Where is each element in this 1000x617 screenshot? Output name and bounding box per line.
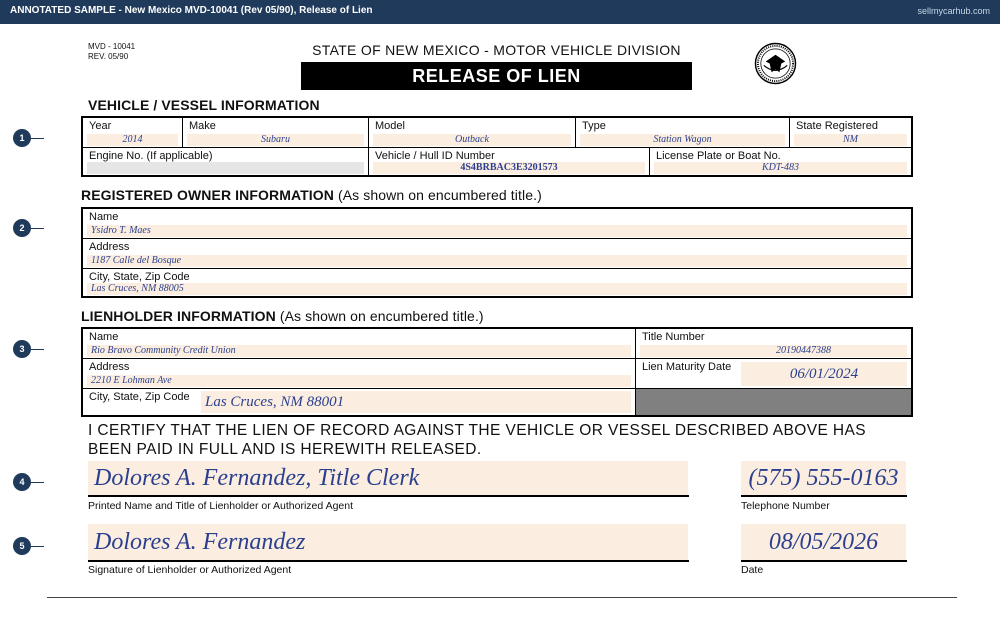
owner-city-cell bbox=[83, 269, 911, 296]
lien-name-label: Name bbox=[89, 331, 119, 343]
date-line bbox=[741, 560, 907, 562]
printed-name-caption: Printed Name and Title of Lienholder or Authorized Agent bbox=[88, 500, 354, 512]
marker-line bbox=[31, 546, 44, 547]
owner-address-label: Address bbox=[89, 241, 130, 253]
signature-field[interactable]: Dolores A. Fernandez bbox=[88, 524, 688, 560]
marker-3: 3 bbox=[13, 340, 31, 358]
type-label: Type bbox=[582, 120, 606, 132]
form-revision: REV. 05/90 bbox=[88, 52, 129, 61]
lien-address-field[interactable]: 2210 E Lohman Ave bbox=[87, 375, 631, 387]
owner-name-field[interactable]: Ysidro T. Maes bbox=[87, 225, 907, 237]
marker-4: 4 bbox=[13, 473, 31, 491]
lien-address-label: Address bbox=[89, 361, 130, 373]
year-field[interactable]: 2014 bbox=[87, 134, 178, 146]
lienholder-heading-note: (As shown on encumbered title.) bbox=[279, 308, 484, 324]
lien-address-cell bbox=[83, 359, 636, 389]
signature-caption: Signature of Lienholder or Authorized Agent bbox=[88, 564, 292, 576]
bottom-rule bbox=[47, 597, 957, 598]
vin-cell bbox=[369, 148, 650, 175]
make-cell bbox=[183, 118, 369, 148]
phone-line bbox=[741, 495, 907, 497]
form-number: MVD - 10041 bbox=[88, 42, 136, 51]
vehicle-heading: VEHICLE / VESSEL INFORMATION bbox=[88, 97, 320, 113]
phone-field[interactable]: (575) 555-0163 bbox=[741, 461, 906, 495]
marker-2: 2 bbox=[13, 219, 31, 237]
lien-name-field[interactable]: Rio Bravo Community Credit Union bbox=[87, 345, 631, 357]
model-label: Model bbox=[375, 120, 405, 132]
engine-field[interactable] bbox=[87, 162, 364, 174]
owner-city-label: City, State, Zip Code bbox=[89, 271, 190, 283]
phone-caption: Telephone Number bbox=[741, 500, 830, 512]
owner-name-label: Name bbox=[89, 211, 119, 223]
sample-title: ANNOTATED SAMPLE - New Mexico MVD-10041 (Rev 05/90), Release of Lien bbox=[10, 5, 373, 16]
plate-field[interactable]: KDT-483 bbox=[654, 162, 907, 174]
plate-cell bbox=[650, 148, 911, 175]
make-field[interactable]: Subaru bbox=[187, 134, 364, 146]
printed-name-line bbox=[88, 495, 689, 497]
owner-heading-note: (As shown on encumbered title.) bbox=[337, 187, 542, 203]
state-cell bbox=[790, 118, 911, 148]
state-field[interactable]: NM bbox=[794, 134, 907, 146]
maturity-field[interactable]: 06/01/2024 bbox=[741, 362, 907, 386]
make-label: Make bbox=[189, 120, 216, 132]
plate-label: License Plate or Boat No. bbox=[656, 150, 781, 162]
vin-label: Vehicle / Hull ID Number bbox=[375, 150, 495, 162]
state-title: STATE OF NEW MEXICO - MOTOR VEHICLE DIVISION bbox=[312, 42, 681, 58]
engine-label: Engine No. (If applicable) bbox=[89, 150, 213, 162]
year-label: Year bbox=[89, 120, 112, 132]
owner-address-cell bbox=[83, 239, 911, 269]
owner-heading-title: REGISTERED OWNER INFORMATION bbox=[81, 187, 334, 203]
marker-5: 5 bbox=[13, 537, 31, 555]
top-bar bbox=[0, 0, 1000, 24]
engine-cell bbox=[83, 148, 369, 175]
site-link[interactable]: sellmycarhub.com bbox=[917, 6, 990, 16]
printed-name-field[interactable]: Dolores A. Fernandez, Title Clerk bbox=[88, 461, 688, 495]
lien-name-cell bbox=[83, 329, 636, 359]
owner-address-field[interactable]: 1187 Calle del Bosque bbox=[87, 255, 907, 267]
blocked-cell bbox=[636, 389, 911, 415]
date-caption: Date bbox=[741, 564, 764, 576]
type-cell bbox=[576, 118, 790, 148]
owner-name-cell bbox=[83, 209, 911, 239]
release-title: RELEASE OF LIEN bbox=[301, 62, 692, 90]
state-label: State Registered bbox=[796, 120, 878, 132]
year-cell bbox=[83, 118, 183, 148]
signature-line bbox=[88, 560, 689, 562]
lienholder-heading-title: LIENHOLDER INFORMATION bbox=[81, 308, 276, 324]
date-field[interactable]: 08/05/2026 bbox=[741, 524, 906, 560]
lien-city-cell bbox=[83, 389, 636, 415]
marker-1: 1 bbox=[13, 129, 31, 147]
title-number-label: Title Number bbox=[642, 331, 705, 343]
maturity-cell bbox=[636, 359, 911, 389]
model-cell bbox=[369, 118, 576, 148]
title-number-field[interactable]: 20190447388 bbox=[640, 345, 907, 357]
owner-table bbox=[81, 207, 913, 298]
lienholder-heading bbox=[81, 308, 484, 324]
vehicle-table bbox=[81, 116, 913, 177]
marker-line bbox=[31, 228, 44, 229]
form-code bbox=[88, 42, 135, 62]
owner-heading bbox=[81, 187, 542, 203]
lien-city-field[interactable]: Las Cruces, NM 88001 bbox=[201, 391, 631, 413]
lienholder-table bbox=[81, 327, 913, 417]
model-field[interactable]: Outback bbox=[373, 134, 571, 146]
title-number-cell bbox=[636, 329, 911, 359]
maturity-label: Lien Maturity Date bbox=[642, 361, 732, 373]
owner-city-field[interactable]: Las Cruces, NM 88005 bbox=[87, 283, 907, 295]
certification-text: I CERTIFY THAT THE LIEN OF RECORD AGAINST THE VEHICLE OR VESSEL DESCRIBED ABOVE HAS BEEN PAID IN FULL AND IS HEREWITH RELEASED. bbox=[88, 422, 866, 458]
state-seal-icon bbox=[754, 42, 797, 85]
lien-city-label: City, State, Zip Code bbox=[89, 391, 190, 403]
marker-line bbox=[31, 349, 44, 350]
type-field[interactable]: Station Wagon bbox=[580, 134, 785, 146]
marker-line bbox=[31, 138, 44, 139]
marker-line bbox=[31, 482, 44, 483]
vin-field[interactable]: 4S4BRBAC3E3201573 bbox=[373, 162, 645, 174]
